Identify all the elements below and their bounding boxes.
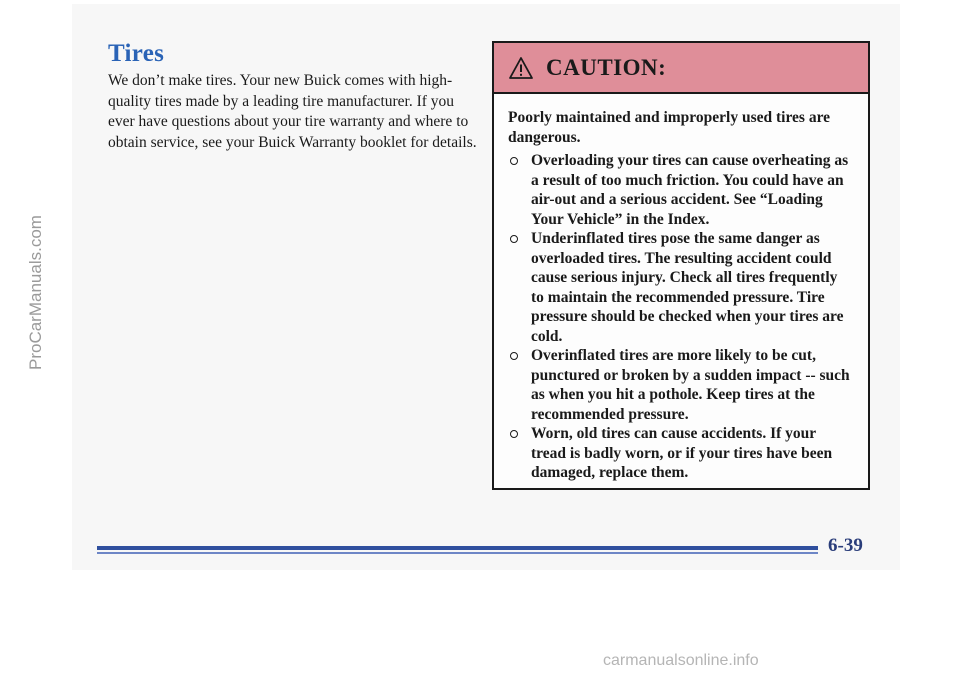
- bullet-icon: [510, 235, 518, 243]
- bullet-icon: [510, 430, 518, 438]
- bullet-icon: [510, 352, 518, 360]
- caution-body: [494, 94, 868, 483]
- caution-box: [492, 41, 870, 490]
- page-number: 6-39: [828, 535, 863, 556]
- side-watermark: ProCarManuals.com: [26, 215, 45, 370]
- caution-item: [508, 229, 854, 346]
- bottom-watermark: carmanualsonline.info: [603, 652, 759, 669]
- section-title: Tires: [108, 40, 165, 67]
- footer-rule: [97, 546, 818, 555]
- caution-item: [508, 346, 854, 424]
- bullet-icon: [510, 157, 518, 165]
- caution-list: [508, 151, 854, 483]
- caution-header: [494, 43, 868, 94]
- caution-item-text: Overloading your tires can cause overheating as a result of too much friction. You could have an air-out and a serious accident. See “Loading Your Vehicle” in the Index.: [531, 152, 849, 228]
- caution-item: [508, 151, 854, 229]
- caution-item: [508, 424, 854, 483]
- caution-lead: Poorly maintained and improperly used tires are dangerous.: [508, 109, 831, 146]
- intro-paragraph: We don’t make tires. Your new Buick comes with high-quality tires made by a leading tire manufacturer. If you ever have questions about your tire warranty and where to obtain service, see your Buick Warranty booklet for details.: [108, 72, 477, 151]
- warning-triangle-icon: [508, 56, 534, 80]
- footer-rule-thin: [97, 552, 818, 554]
- caution-item-text: Overinflated tires are more likely to be cut, punctured or broken by a sudden impact -- such as when you hit a pothole. Keep tires at the recommended pressure.: [531, 347, 850, 423]
- caution-item-text: Underinflated tires pose the same danger as overloaded tires. The resulting accident could cause serious injury. Check all tires frequently to maintain the recommended pressure. Tire pressure should be checked when your tires are cold.: [531, 230, 844, 345]
- caution-title: CAUTION:: [546, 54, 667, 80]
- footer-rule-thick: [97, 546, 818, 550]
- caution-item-text: Worn, old tires can cause accidents. If your tread is badly worn, or if your tires have been damaged, replace them.: [531, 425, 833, 481]
